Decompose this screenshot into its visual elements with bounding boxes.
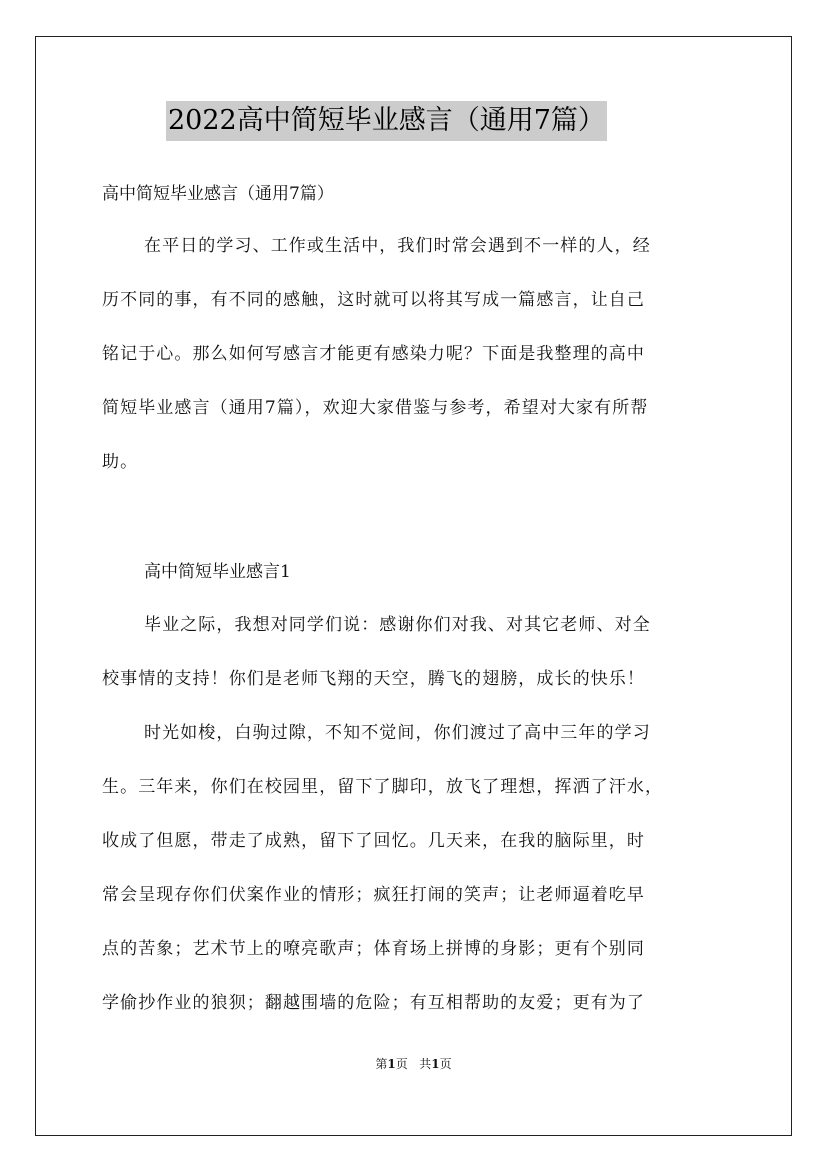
section1-paragraph-1: [102, 598, 730, 706]
document-subtitle: 高中简短毕业感言（通用7篇）: [102, 184, 334, 204]
total-pages: 1: [431, 1057, 440, 1071]
paragraph-line: 历不同的事，有不同的感触，这时就可以将其写成一篇感言，让自己: [102, 290, 645, 310]
section-heading: 高中简短毕业感言1: [144, 562, 291, 582]
paragraph-line: 时光如梭，白驹过隙，不知不觉间，你们渡过了高中三年的学习: [144, 723, 651, 743]
intro-paragraph: [102, 219, 730, 489]
page-footer: [0, 1056, 827, 1072]
paragraph-line: 学偷抄作业的狼狈；翻越围墙的危险；有互相帮助的友爱；更有为了: [102, 993, 645, 1013]
paragraph-line: 常会呈现存你们伏案作业的情形；疯狂打闹的笑声；让老师逼着吃早: [102, 885, 645, 905]
paragraph-line: 收成了但愿，带走了成熟，留下了回忆。几天来，在我的脑际里，时: [102, 831, 645, 851]
paragraph-line: 校事情的支持！你们是老师飞翔的天空，腾飞的翅膀，成长的快乐！: [102, 669, 645, 689]
paragraph-line: 毕业之际，我想对同学们说：感谢你们对我、对其它老师、对全: [144, 615, 651, 635]
paragraph-line: 点的苦象；艺术节上的嘹亮歌声；体育场上拼博的身影；更有个别同: [102, 939, 645, 959]
paragraph-line: 铭记于心。那么如何写感言才能更有感染力呢？下面是我整理的高中: [102, 344, 645, 364]
page-number-prefix: 第: [375, 1057, 388, 1071]
paragraph-line: 助。: [102, 452, 139, 472]
paragraph-line: 生。三年来，你们在校园里，留下了脚印，放飞了理想，挥洒了汗水，: [102, 777, 664, 797]
paragraph-line: 简短毕业感言（通用7篇），欢迎大家借鉴与参考，希望对大家有所帮: [102, 398, 649, 418]
page-number-suffix: 页: [395, 1057, 408, 1071]
document-title: 2022高中简短毕业感言（通用7篇）: [166, 101, 607, 141]
page-number: 1: [387, 1057, 396, 1071]
total-pages-prefix: 共: [419, 1057, 432, 1071]
total-pages-suffix: 页: [439, 1057, 452, 1071]
section1-paragraph-2: [102, 706, 730, 1030]
paragraph-line: 在平日的学习、工作或生活中，我们时常会遇到不一样的人，经: [144, 236, 651, 256]
